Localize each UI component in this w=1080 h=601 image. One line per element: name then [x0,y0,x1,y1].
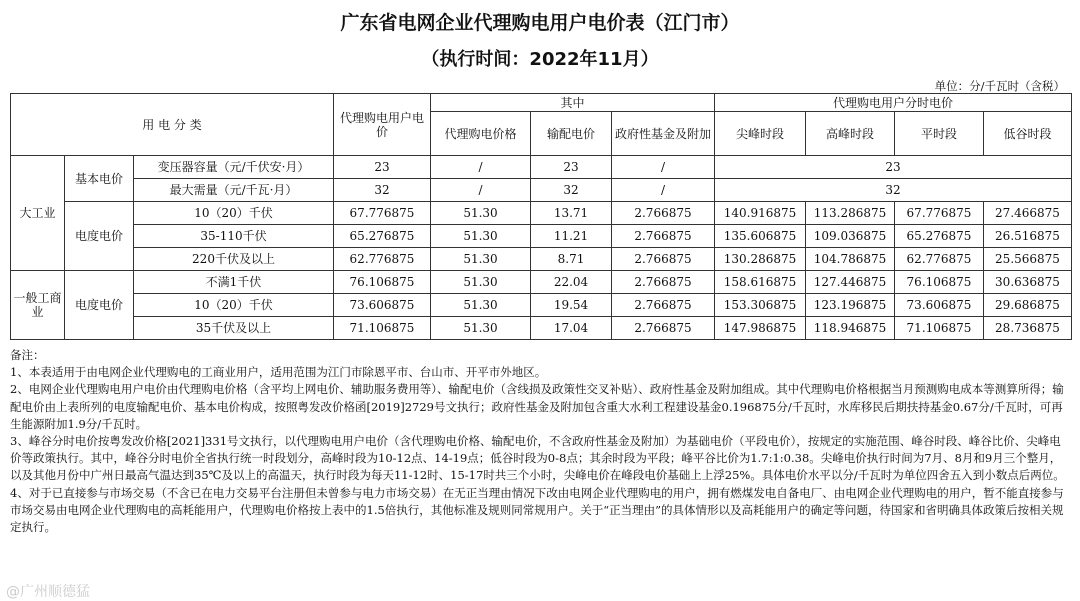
cell-agent: 71.106875 [334,317,431,340]
row-label: 35-110千伏 [134,225,334,248]
cell-agent: 32 [334,179,431,202]
row-label: 10（20）千伏 [134,202,334,225]
cell-purchase: 51.30 [431,271,531,294]
cell-transmission: 13.71 [531,202,612,225]
cell-fund: 2.766875 [612,202,715,225]
table-row [11,225,1072,248]
cell-flat: 71.106875 [895,317,984,340]
cell-valley: 25.566875 [984,248,1072,271]
price-table [10,93,1072,340]
cell-peak-sharp: 158.616875 [715,271,806,294]
cell-transmission: 19.54 [531,294,612,317]
table-row [11,317,1072,340]
header-flat: 平时段 [895,112,984,156]
cell-fund: / [612,156,715,179]
header-peak: 高峰时段 [806,112,895,156]
cell-flat: 73.606875 [895,294,984,317]
cell-valley: 30.636875 [984,271,1072,294]
header-transmission-price: 输配电价 [531,112,612,156]
cell-peak: 123.196875 [806,294,895,317]
header-peak-sharp: 尖峰时段 [715,112,806,156]
cell-agent: 67.776875 [334,202,431,225]
cell-transmission: 8.71 [531,248,612,271]
cell-fund: 2.766875 [612,225,715,248]
header-of-which: 其中 [431,94,715,112]
cell-agent: 65.276875 [334,225,431,248]
cell-transmission: 17.04 [531,317,612,340]
subgroup-basic-price: 基本电价 [65,156,134,202]
cell-peak-sharp: 147.986875 [715,317,806,340]
cell-flat: 65.276875 [895,225,984,248]
cell-purchase: / [431,179,531,202]
cell-fund: 2.766875 [612,294,715,317]
cell-valley: 29.686875 [984,294,1072,317]
table-row [11,271,1072,294]
cell-agent: 23 [334,156,431,179]
cell-peak: 113.286875 [806,202,895,225]
cell-fund: 2.766875 [612,248,715,271]
cell-peak-sharp: 153.306875 [715,294,806,317]
row-label: 不满1千伏 [134,271,334,294]
subgroup-energy-price-general: 电度电价 [65,271,134,340]
cell-peak-sharp: 135.606875 [715,225,806,248]
header-agent-price: 代理购电用户电价 [334,94,431,156]
notes-heading: 备注： [10,348,45,362]
cell-flat: 76.106875 [895,271,984,294]
cell-peak-sharp: 140.916875 [715,202,806,225]
group-general-commercial: 一般工商业 [11,271,65,340]
cell-purchase: 51.30 [431,317,531,340]
cell-peak: 104.786875 [806,248,895,271]
cell-fund: 2.766875 [612,317,715,340]
cell-fund: 2.766875 [612,271,715,294]
note-4: 4、对于已直接参与市场交易（不含已在电力交易平台注册但未曾参与电力市场交易）在无正当理由情况下改由电网企业代理购电的用户，拥有燃煤发电自备电厂、由电网企业代理购电的用户，暂不能直接参与市场交易由电网企业代理购电的高耗能用户，代理购电价格按上表中的1.5倍执行，其他标准及规则同常规用户。关于“正当理由”的具体情形以及高耗能用户的确定等问题，待国家和省明确具体政策后按相关规定执行。 [10,485,1064,535]
cell-valley: 26.516875 [984,225,1072,248]
cell-purchase: / [431,156,531,179]
group-large-industry: 大工业 [11,156,65,271]
cell-peak: 118.946875 [806,317,895,340]
header-category: 用 电 分 类 [11,94,334,156]
table-row [11,294,1072,317]
cell-peak-sharp: 130.286875 [715,248,806,271]
row-label: 220千伏及以上 [134,248,334,271]
cell-transmission: 11.21 [531,225,612,248]
table-row [11,156,1072,179]
unit-label: 单位：分/千瓦时（含税） [934,79,1065,93]
cell-transmission: 32 [531,179,612,202]
note-1: 1、本表适用于由电网企业代理购电的工商业用户，适用范围为江门市除恩平市、台山市、开平市外地区。 [10,365,547,380]
table-row [11,202,1072,225]
cell-peak: 109.036875 [806,225,895,248]
table-row [11,179,1072,202]
execution-date-subtitle: （执行时间：2022年11月） [421,49,659,70]
cell-purchase: 51.30 [431,294,531,317]
header-purchase-price: 代理购电价格 [431,112,531,156]
header-time-of-use: 代理购电用户分时电价 [715,94,1072,112]
cell-purchase: 51.30 [431,248,531,271]
subgroup-energy-price: 电度电价 [65,202,134,271]
row-label: 最大需量（元/千瓦·月） [134,179,334,202]
notes-section [10,347,1072,536]
header-fund-surcharge: 政府性基金及附加 [612,112,715,156]
cell-valley: 27.466875 [984,202,1072,225]
note-2: 2、电网企业代理购电用户电价由代理购电价格（含平均上网电价、辅助服务费用等）、输配电价（含线损及政策性交叉补贴）、政府性基金及附加组成。其中代理购电价格根据当月预测购电成本等测算所得；输配电价由上表所列的电度输配电价、基本电价构成，按照粤发改价格函[2019]2729号文执行；政府性基金及附加包含重大水利工程建设基金0.196875分/千瓦时，水库移民后期扶持基金0.67分/千瓦时，可再生能源附加1.9分/千瓦时。 [10,382,1064,431]
cell-flat: 62.776875 [895,248,984,271]
cell-transmission: 23 [531,156,612,179]
header-valley: 低谷时段 [984,112,1072,156]
page-title: 广东省电网企业代理购电用户电价表（江门市） [340,12,740,34]
row-label: 变压器容量（元/千伏安·月） [134,156,334,179]
note-3: 3、峰谷分时电价按粤发改价格[2021]331号文执行，以代理购电用户电价（含代理购电价格、输配电价，不含政府性基金及附加）为基础电价（平段电价），按规定的实施范围、峰谷时段、峰谷比价、尖峰电价等政策执行。其中，峰谷分时电价全省执行统一时段划分，高峰时段为10-12点、14-19点；低谷时段为0-8点；其余时段为平段；峰平谷比价为1.7:1:0.38。尖峰电价执行时间为7月、8月和9月三个整月，以及其他月份中广州日最高气温达到35℃及以上的高温天，执行时段为每天11-12时、15-17时共三个小时，尖峰电价在峰段电价基础上上浮25%。具体电价水平以分/千瓦时为单位四舍五入到小数点后两位。 [10,434,1065,483]
cell-agent: 76.106875 [334,271,431,294]
cell-purchase: 51.30 [431,202,531,225]
table-row [11,248,1072,271]
cell-flat: 67.776875 [895,202,984,225]
cell-agent: 73.606875 [334,294,431,317]
cell-fund: / [612,179,715,202]
cell-tou-merged: 23 [715,156,1072,179]
row-label: 35千伏及以上 [134,317,334,340]
cell-purchase: 51.30 [431,225,531,248]
cell-peak: 127.446875 [806,271,895,294]
cell-valley: 28.736875 [984,317,1072,340]
row-label: 10（20）千伏 [134,294,334,317]
watermark: @广州顺德猛 [6,584,90,600]
cell-transmission: 22.04 [531,271,612,294]
cell-agent: 62.776875 [334,248,431,271]
cell-tou-merged: 32 [715,179,1072,202]
